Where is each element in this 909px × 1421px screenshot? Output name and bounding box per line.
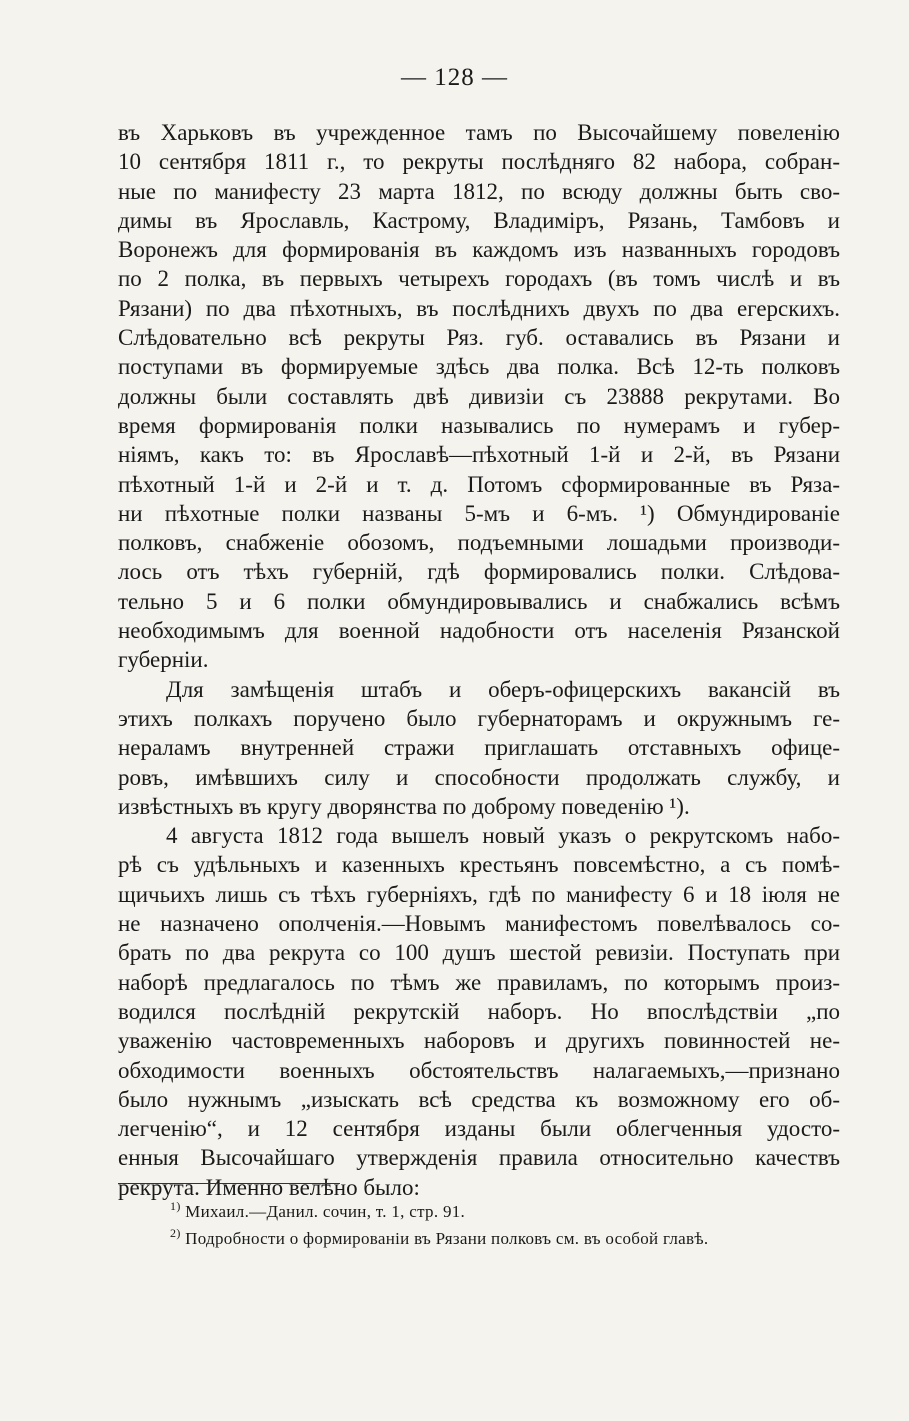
text-line: водился послѣдній рекрутскій наборъ. Но впослѣдствіи „по: [118, 998, 840, 1024]
footnote: [170, 1198, 840, 1225]
text-line: не назначено ополченія.—Новымъ манифестомъ повелѣвалось со-: [118, 911, 840, 937]
text-line: димы въ Ярославль, Кастрому, Владиміръ, Рязань, Тамбовъ и: [118, 207, 840, 233]
footnote-text: Подробности о формированіи въ Рязани полковъ см. въ особой главѣ.: [185, 1229, 709, 1248]
text-line: нераламъ внутренней стражи приглашать отставныхъ офице-: [118, 735, 840, 761]
text-line: уваженію частовременныхъ наборовъ и другихъ повинностей не-: [118, 1028, 840, 1054]
footnote-divider: [118, 1183, 340, 1184]
footnotes: [170, 1198, 840, 1252]
text-line: легченію“, и 12 сентября изданы были облегченныя удосто-: [118, 1116, 840, 1142]
text-line: Для замѣщенія штабъ и оберъ-офицерскихъ вакансій въ: [166, 676, 840, 702]
text-line: тельно 5 и 6 полки обмундировывались и снабжались всѣмъ: [118, 588, 840, 614]
text-line: ровъ, имѣвшихъ силу и способности продолжать службу, и: [118, 764, 840, 790]
text-line: щичьихъ лишь съ тѣхъ губерніяхъ, гдѣ по манифесту 6 и 18 іюля не: [118, 881, 840, 907]
text-line: Воронежъ для формированія въ каждомъ изъ названныхъ городовъ: [118, 237, 840, 263]
footnote-text: Михаил.—Данил. сочин, т. 1, стр. 91.: [185, 1202, 466, 1221]
text-line: извѣстныхъ въ кругу дворянства по доброму поведенію ¹).: [118, 793, 690, 819]
footnote-mark: 2: [170, 1226, 177, 1240]
text-line: лось отъ тѣхъ губерній, гдѣ формировались полки. Слѣдова-: [118, 559, 840, 585]
text-line: Рязани) по два пѣхотныхъ, въ послѣднихъ двухъ по два егерскихъ.: [118, 295, 840, 321]
text-line: брать по два рекрута со 100 душъ шестой ревизіи. Поступать при: [118, 940, 840, 966]
text-line: ніямъ, какъ то: въ Ярославѣ—пѣхотный 1-й и 2-й, въ Рязани: [118, 442, 840, 468]
footnote-mark: 1: [170, 1199, 177, 1213]
text-line: наборѣ предлагалось по тѣмъ же правиламъ, по которымъ произ-: [118, 969, 840, 995]
text-line: рекрута. Именно велѣно было:: [118, 1174, 420, 1200]
text-line: 4 августа 1812 года вышелъ новый указъ о рекрутскомъ набо-: [166, 823, 840, 849]
text-line: полковъ, снабженіе обозомъ, подъемными лошадьми производи-: [118, 530, 840, 556]
text-line: губерніи.: [118, 647, 209, 673]
footnote-mark-paren: ): [176, 1199, 181, 1213]
page-number: — 128 —: [401, 64, 508, 91]
text-line: 10 сентября 1811 г., то рекруты послѣдняго 82 набора, собран-: [118, 149, 840, 175]
text-line: поступами въ формируемые здѣсь два полка. Всѣ 12-ть полковъ: [118, 354, 840, 380]
text-line: рѣ съ удѣльныхъ и казенныхъ крестьянъ повсемѣстно, а съ помѣ-: [118, 852, 840, 878]
text-line: этихъ полкахъ поручено было губернаторамъ и окружнымъ ге-: [118, 705, 840, 731]
text-line: по 2 полка, въ первыхъ четырехъ городахъ (въ томъ числѣ и въ: [118, 266, 840, 292]
text-line: ни пѣхотные полки названы 5-мъ и 6-мъ. ¹) Обмундированіе: [118, 500, 840, 526]
text-line: ные по манифесту 23 марта 1812, по всюду должны быть сво-: [118, 178, 840, 204]
text-line: въ Харьковъ въ учрежденное тамъ по Высочайшему повеленію: [118, 120, 840, 145]
text-line: было нужнымъ „изыскать всѣ средства къ возможному его об-: [118, 1086, 840, 1112]
footnote: [170, 1225, 840, 1252]
text-line: время формированія полки назывались по нумерамъ и губер-: [118, 412, 840, 438]
text-line: пѣхотный 1-й и 2-й и т. д. Потомъ сформированные въ Ряза-: [118, 471, 840, 497]
body-text: [118, 118, 840, 1202]
text-line: енныя Высочайшаго утвержденія правила относительно качествъ: [118, 1145, 840, 1171]
text-line: необходимымъ для военной надобности отъ населенія Рязанской: [118, 618, 840, 644]
text-line: обходимости военныхъ обстоятельствъ налагаемыхъ,—признано: [118, 1057, 840, 1083]
text-line: должны были составлять двѣ дивизіи съ 23888 рекрутами. Во: [118, 383, 840, 409]
footnote-mark-paren: ): [176, 1226, 181, 1240]
text-line: Слѣдовательно всѣ рекруты Ряз. губ. оставались въ Рязани и: [118, 325, 840, 351]
